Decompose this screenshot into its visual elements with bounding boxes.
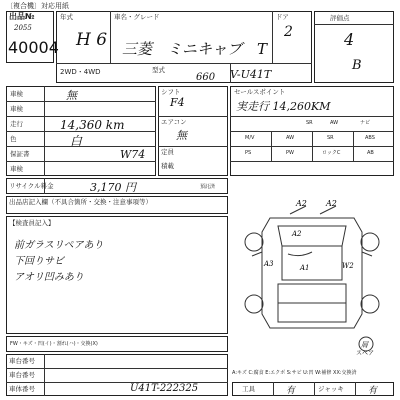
equip-r3-2: ロックC (322, 150, 341, 156)
car-diagram (230, 196, 394, 356)
name-value: 三菱 ミニキャブ T (122, 40, 268, 58)
bottom-row-0-label: 車台番号 (9, 357, 35, 365)
car-windscreen (278, 226, 346, 246)
equip-r3-1: PW (286, 150, 294, 156)
inspector-note-0: 前ガラスリペアあり (14, 240, 104, 251)
row-2-label: 走行 (10, 120, 23, 128)
shift-label: シフト (161, 88, 181, 96)
recycle-value: 3,170 円 (90, 181, 136, 194)
legend-fw: FW・キズ・凹(イ)・割れ(ハ)・交換(X) (10, 341, 98, 347)
model-label: 型式 (152, 66, 165, 74)
eval-label: 評価点 (330, 14, 350, 22)
year-value: H 6 (76, 30, 108, 50)
lot-label: 出品№ (9, 12, 35, 21)
diagram-spare-circle: 屑 (361, 341, 368, 349)
owner-notes-label: 出品店記入欄（不具合箇所・交換・注意事項等） (9, 198, 152, 206)
sales-point-label: セールスポイント (234, 88, 286, 96)
row-3-label: 色 (10, 135, 17, 143)
chassis-number: U41T-222325 (130, 383, 199, 394)
lot-sub: 2055 (14, 24, 32, 32)
diagram-a1: A1 (300, 264, 310, 272)
equip-r3-3: AB (367, 150, 374, 156)
diagram-spare-label: スペア (356, 350, 375, 356)
aircon-value: 無 (176, 129, 187, 142)
diagram-a2-top: A2 (296, 199, 307, 208)
row-0-value: 無 (66, 89, 77, 102)
shift-value: F4 (170, 96, 185, 109)
jack-label: ジャッキ (318, 385, 344, 393)
cc-value: 660 (196, 72, 216, 83)
equip-r2-2: SR (327, 135, 334, 141)
wheel-front-right (361, 233, 379, 251)
lot-number: 40004 (8, 38, 59, 57)
mileage-handwritten: 実走行 14,260KM (236, 100, 331, 113)
equip-r2-1: AW (286, 135, 295, 141)
row-2-value: 14,360 km (60, 118, 125, 132)
row-3-value: 白 (70, 134, 83, 148)
row-5-label: 車検 (10, 165, 23, 173)
model-value: V-U41T (230, 68, 272, 81)
equip-r2-0: M/V (245, 135, 255, 141)
car-cab (282, 246, 342, 280)
interior-value: B (352, 58, 362, 73)
recycle-label: リサイクル料金 (9, 182, 54, 190)
bottom-row-2-label: 車体番号 (9, 385, 35, 393)
tools-value: 有 (286, 386, 296, 396)
car-body-outline (262, 218, 362, 328)
row-4-label: 保証書 (10, 150, 30, 158)
bottom-row-1-label: 車台番号 (9, 371, 35, 379)
wheel-rear-left (245, 295, 263, 313)
aircon-label: エアコン (161, 118, 187, 126)
equip-r1-2: ナビ (360, 120, 371, 126)
diagram-a2-windscreen: A2 (292, 230, 302, 238)
doors-label: ドア (276, 13, 289, 21)
jack-value: 有 (368, 386, 378, 396)
diagram-a3: A3 (264, 260, 274, 268)
inspector-note-1: 下回りサビ (14, 256, 64, 267)
tools-label: 工具 (242, 385, 255, 393)
diagram-kizu: W2 (342, 262, 354, 270)
equip-r1-1: AW (330, 120, 339, 126)
eval-value: 4 (344, 30, 355, 49)
inspector-note-2: アオリ凹みあり (14, 272, 84, 283)
capacity-label: 定員 (161, 148, 174, 156)
year-label: 年式 (60, 13, 73, 21)
equip-r3-0: PS (245, 150, 252, 156)
inspector-label: 【検査員記入】 (9, 219, 55, 227)
row-1-label: 車検 (10, 105, 23, 113)
damage-mark-cab (288, 252, 312, 256)
diagram-a2-top-right: A2 (326, 199, 337, 208)
drive-label: 2WD・4WD (60, 68, 101, 76)
load-label: 積載 (161, 162, 174, 170)
row-4-value: W74 (120, 148, 146, 161)
wheel-rear-right (361, 295, 379, 313)
row-0-label: 車検 (10, 90, 23, 98)
equip-r1-0: SR (306, 120, 313, 126)
name-label: 車名・グレード (114, 13, 160, 21)
wheel-front-left (245, 233, 263, 251)
recycle-note: 預託済 (200, 184, 216, 190)
equip-r2-3: ABS (365, 135, 375, 141)
legend-codes: A:キズ C:腐食 E:エクボ S:サビ U:凹 W:補修 XX:交換済 (232, 370, 357, 376)
form-header: 〔複合機〕対応用紙 (6, 2, 69, 10)
doors-value: 2 (284, 24, 293, 40)
